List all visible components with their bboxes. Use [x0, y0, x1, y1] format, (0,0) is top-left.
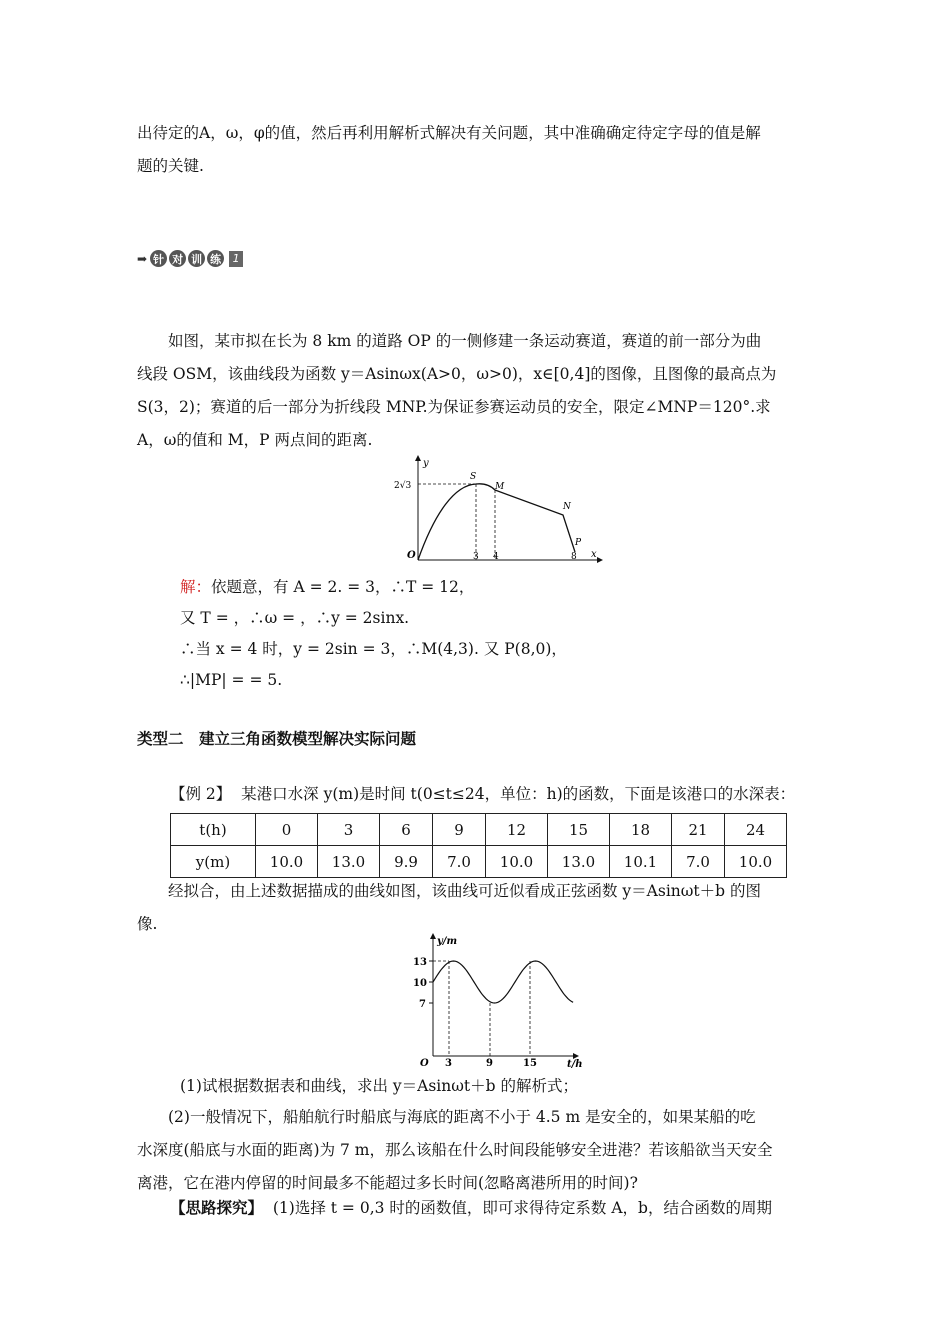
table-cell: 10.0: [256, 846, 318, 878]
fig1-point-p: P: [575, 538, 582, 548]
hint-line: [170, 1196, 772, 1220]
table-cell: 12: [486, 814, 548, 846]
fit-line-1: 经拟合，由上述数据描成的曲线如图，该曲线可近似看成正弦函数 y＝Asinωt＋b 的图: [168, 882, 761, 900]
question-2: [137, 1101, 817, 1200]
table-row: [171, 814, 787, 846]
question-2-line-3: 离港，它在港内停留的时间最多不能超过多长时间(忽略离港所用的时间)?: [137, 1174, 638, 1192]
table-cell: 13.0: [318, 846, 380, 878]
fig1-x-label: x: [591, 549, 597, 560]
fig2-x-tick-9: 9: [486, 1058, 493, 1068]
hint-label: 【思路探究】: [170, 1198, 264, 1217]
table-cell: 10.1: [610, 846, 672, 878]
depth-table: [170, 813, 787, 878]
fig1-x-tick-8: 8: [571, 552, 577, 562]
fig1-y-label: y: [423, 458, 429, 469]
badge-char-2: 对: [169, 250, 186, 267]
practice-badge: [137, 250, 243, 267]
example-line: [170, 782, 795, 806]
question-2-line-1: (2)一般情况下，船舶航行时船底与海底的距离不小于 4.5 m 是安全的，如果某船的吃: [168, 1108, 756, 1126]
badge-char-4: 练: [207, 250, 224, 267]
fig1-x-tick-3: 3: [473, 552, 479, 562]
fig2-y-label: y/m: [437, 936, 458, 947]
figure-tide-curve: [405, 930, 590, 1068]
intro-line-1: 出待定的A，ω，φ的值，然后再利用解析式解决有关问题，其中准确确定待定字母的值是解: [137, 124, 761, 142]
example-text: 某港口水深 y(m)是时间 t(0≤t≤24，单位：h)的函数，下面是该港口的水深表：: [241, 785, 796, 803]
section-title: 类型二 建立三角函数模型解决实际问题: [137, 730, 417, 748]
fig1-origin: O: [407, 550, 416, 561]
fig1-point-s: S: [470, 472, 477, 482]
solution-line-3: ∴当 x = 4 时，y = 2sin = 3，∴M(4,3). 又 P(8,0)，: [180, 640, 567, 658]
badge-char-1: 针: [150, 250, 167, 267]
problem-line-3: S(3，2)；赛道的后一部分为折线段 MNP.为保证参赛运动员的安全，限定∠MNP＝120°.求: [137, 398, 771, 416]
table-cell: 9: [433, 814, 486, 846]
table-cell: 13.0: [548, 846, 610, 878]
fig2-y-tick-7: 7: [419, 999, 426, 1010]
fig2-x-label: t/h: [567, 1059, 583, 1068]
badge-char-3: 训: [188, 250, 205, 267]
arrow-icon: ➡: [137, 251, 148, 266]
table-row: [171, 846, 787, 878]
fig1-point-n: N: [563, 502, 571, 512]
fig2-y-tick-10: 10: [413, 978, 427, 989]
table-cell: 21: [672, 814, 725, 846]
table-cell: 0: [256, 814, 318, 846]
fig2-y-tick-13: 13: [413, 957, 427, 968]
table-cell: 24: [725, 814, 787, 846]
intro-line-2: 题的关键.: [137, 157, 204, 175]
question-1: (1)试根据数据表和曲线，求出 y＝Asinωt＋b 的解析式；: [180, 1077, 578, 1095]
fig2-x-tick-15: 15: [523, 1058, 537, 1068]
table-cell: 3: [318, 814, 380, 846]
problem-line-2: 线段 OSM，该曲线段为函数 y＝Asinωx(A>0，ω>0)，x∈[0,4]的图像，且图像的最高点为: [137, 365, 777, 383]
table-cell: 15: [548, 814, 610, 846]
example-label: 【例 2】: [170, 785, 232, 803]
solution-line-2: 又 T = ，∴ω = ，∴y = 2sinx.: [180, 609, 410, 627]
table-cell: 18: [610, 814, 672, 846]
table-cell: 7.0: [433, 846, 486, 878]
fig1-y-tick: 2√3: [394, 481, 412, 491]
question-2-line-2: 水深度(船底与水面的距离)为 7 m，那么该船在什么时间段能够安全进港？若该船欲当天安全: [137, 1141, 773, 1159]
table-cell: 10.0: [486, 846, 548, 878]
table-cell: 7.0: [672, 846, 725, 878]
badge-number: 1: [229, 251, 243, 267]
table-header-t: t(h): [171, 814, 256, 846]
solution-line-1: [180, 575, 474, 599]
table-cell: 10.0: [725, 846, 787, 878]
problem-line-4: A，ω的值和 M，P 两点间的距离.: [137, 431, 373, 449]
table-header-y: y(m): [171, 846, 256, 878]
fig1-point-m: M: [495, 482, 505, 492]
problem-line-1: 如图，某市拟在长为 8 km 的道路 OP 的一侧修建一条运动赛道，赛道的前一部分为曲: [168, 332, 762, 350]
figure-road-graph: [385, 452, 610, 567]
fig2-origin: O: [420, 1058, 429, 1068]
hint-text: (1)选择 t = 0,3 时的函数值，即可求得待定系数 A，b，结合函数的周期: [272, 1199, 772, 1217]
fit-line-2: 像.: [137, 915, 158, 933]
table-cell: 6: [380, 814, 433, 846]
intro-paragraph: [137, 117, 817, 183]
solution-line-4: ∴|MP| = = 5.: [180, 671, 283, 689]
solution-text-1: 依题意，有 A = 2. = 3，∴T = 12，: [211, 578, 475, 596]
problem-paragraph: [137, 325, 817, 457]
fig2-x-tick-3: 3: [445, 1058, 452, 1068]
fig1-x-tick-4: 4: [493, 552, 499, 562]
solution-label: 解：: [180, 578, 212, 596]
table-cell: 9.9: [380, 846, 433, 878]
